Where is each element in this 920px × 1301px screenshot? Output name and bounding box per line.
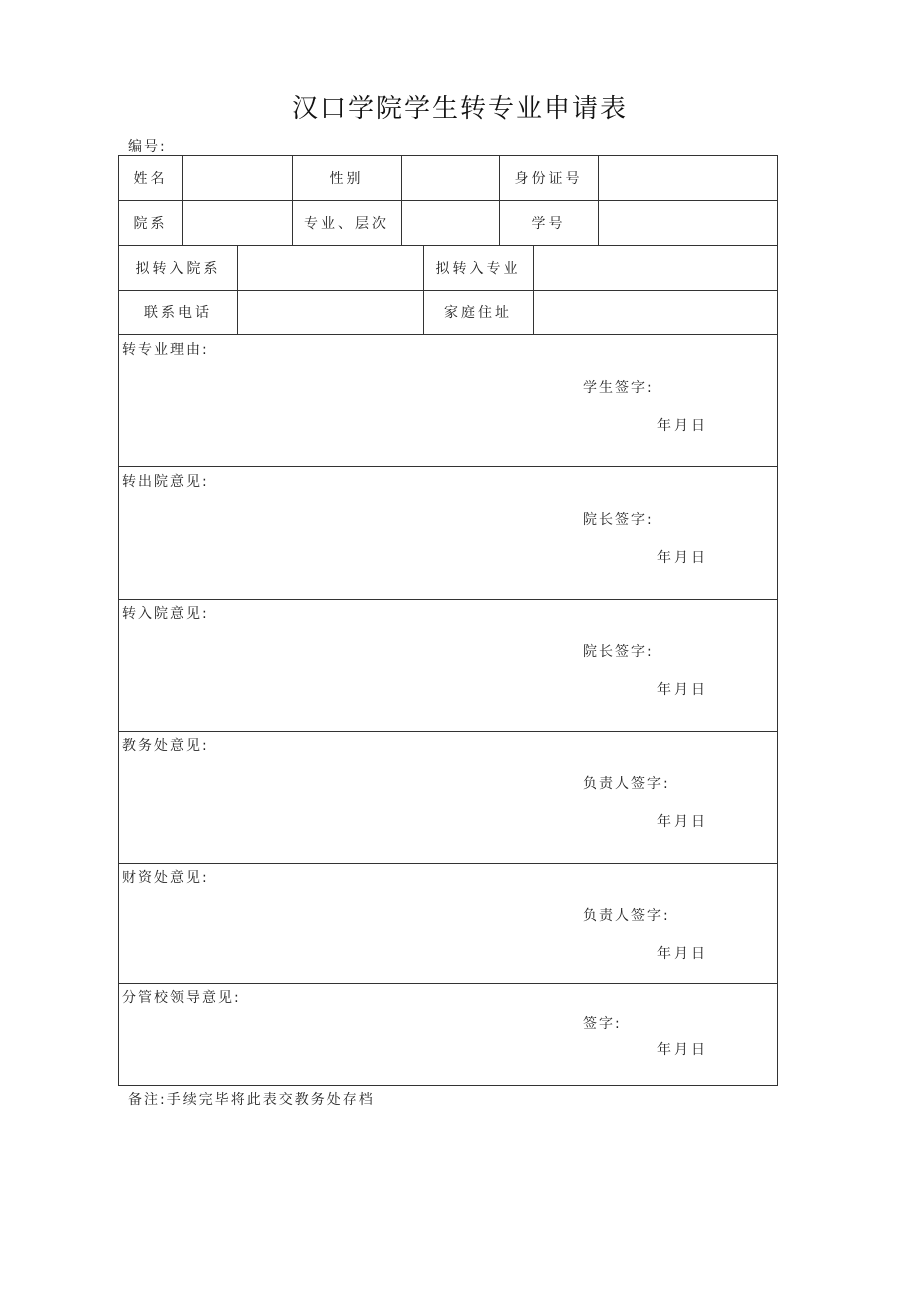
dean-signature-label: 院长签字:	[583, 512, 654, 528]
date-label: 年月日	[657, 682, 708, 698]
date-label: 年月日	[657, 946, 708, 962]
address-field[interactable]	[534, 290, 777, 334]
section-divider	[119, 863, 777, 864]
application-form-table	[118, 155, 778, 1086]
section-divider	[119, 731, 777, 732]
signature-label: 签字:	[583, 1016, 622, 1032]
date-label: 年月日	[657, 814, 708, 830]
gender-field[interactable]	[402, 156, 499, 200]
dean-signature-label: 院长签字:	[583, 644, 654, 660]
officer-signature-label: 负责人签字:	[583, 908, 670, 924]
target-major-label: 拟转入专业	[435, 260, 521, 277]
id-number-label: 身份证号	[514, 171, 583, 187]
phone-field[interactable]	[238, 290, 423, 334]
major-level-field[interactable]	[402, 200, 499, 245]
date-label: 年月日	[657, 1042, 708, 1058]
department-label: 院系	[133, 215, 168, 232]
form-title: 汉口学院学生转专业申请表	[291, 94, 628, 124]
outgoing-college-opinion-label: 转出院意见:	[122, 474, 209, 490]
student-signature-label: 学生签字:	[583, 380, 654, 396]
gender-label: 性别	[329, 171, 364, 187]
date-label: 年月日	[657, 418, 708, 434]
section-divider	[119, 599, 777, 600]
footnote: 备注:手续完毕将此表交教务处存档	[128, 1092, 375, 1108]
officer-signature-label: 负责人签字:	[583, 776, 670, 792]
phone-label: 联系电话	[144, 305, 212, 321]
academic-affairs-opinion-label: 教务处意见:	[122, 738, 209, 754]
target-department-label: 拟转入院系	[135, 260, 221, 277]
section-divider	[119, 466, 777, 467]
transfer-reason-label: 转专业理由:	[122, 342, 209, 358]
student-id-field[interactable]	[599, 200, 777, 245]
id-number-field[interactable]	[599, 156, 777, 200]
serial-number-label: 编号:	[128, 139, 167, 155]
name-label: 姓名	[133, 171, 168, 187]
school-leader-opinion-label: 分管校领导意见:	[122, 990, 241, 1006]
incoming-college-opinion-label: 转入院意见:	[122, 606, 209, 622]
major-level-label: 专业、层次	[304, 215, 389, 232]
section-divider	[119, 983, 777, 984]
name-field[interactable]	[183, 156, 292, 200]
address-label: 家庭住址	[444, 305, 512, 321]
row-divider	[119, 334, 777, 335]
target-department-field[interactable]	[238, 245, 423, 290]
student-id-label: 学号	[531, 215, 566, 232]
finance-office-opinion-label: 财资处意见:	[122, 870, 209, 886]
date-label: 年月日	[657, 550, 708, 566]
target-major-field[interactable]	[534, 245, 777, 290]
department-field[interactable]	[183, 200, 292, 245]
